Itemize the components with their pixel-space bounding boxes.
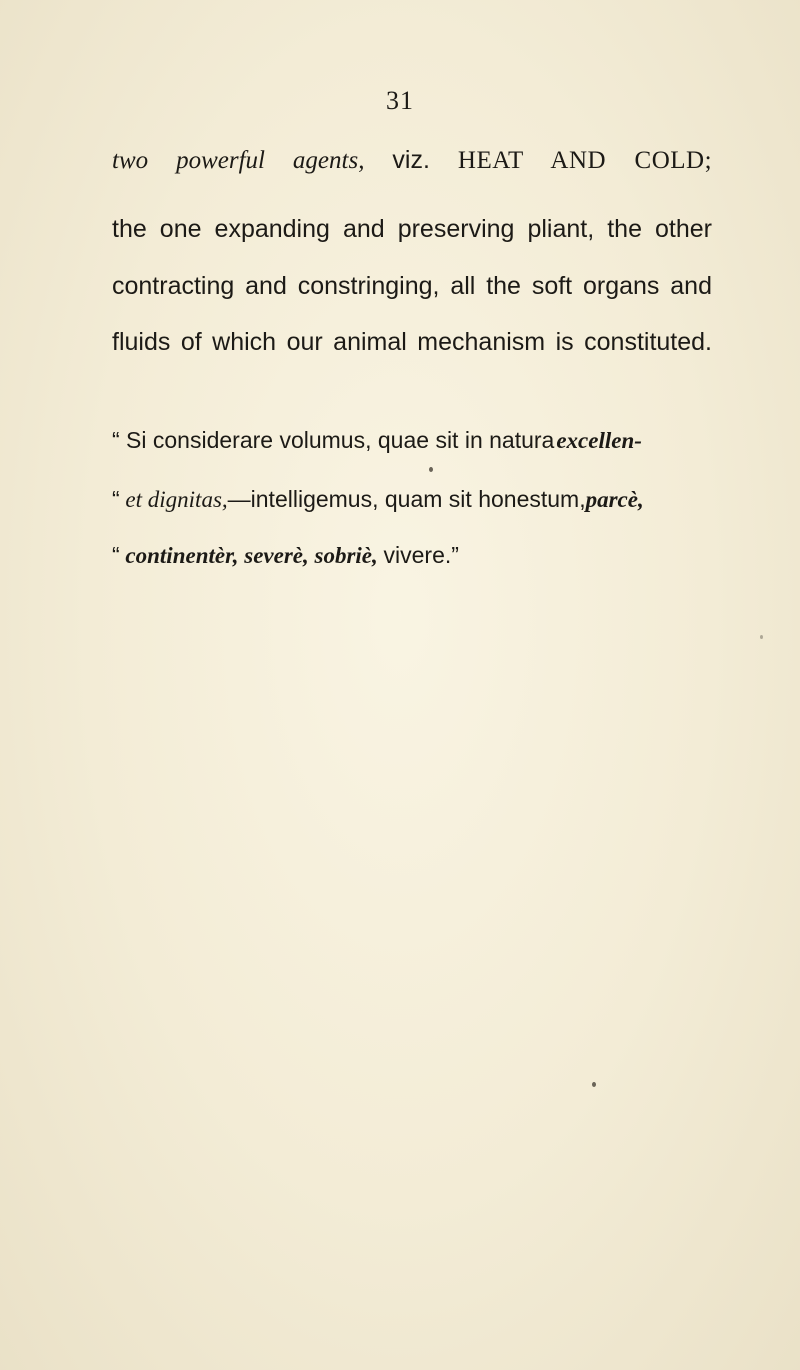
ink-speck bbox=[429, 467, 433, 472]
caps-phrase: HEAT AND COLD; bbox=[457, 147, 713, 174]
paragraph-line-2: the one expanding and preserving pliant, the other bbox=[112, 215, 712, 243]
quote-text: vivere.” bbox=[383, 542, 459, 568]
page-number: 31 bbox=[386, 86, 414, 115]
ink-speck bbox=[592, 1082, 596, 1087]
quote-mark: “ bbox=[112, 486, 120, 512]
quote-text: —intelligemus, quam sit honestum, bbox=[227, 486, 586, 512]
quote-line-2 bbox=[112, 484, 712, 515]
quote-italic-word: excellen- bbox=[556, 428, 642, 453]
quote-italic-phrase: continentèr, severè, sobriè, bbox=[125, 543, 378, 568]
ink-speck bbox=[760, 635, 763, 639]
quote-italic-phrase: et dignitas, bbox=[125, 487, 228, 512]
paragraph-line-4: fluids of which our animal mechanism is constituted. bbox=[112, 328, 712, 356]
quote-line-1 bbox=[112, 425, 712, 456]
paragraph-line-3: contracting and constringing, all the soft organs and bbox=[112, 272, 712, 300]
quote-mark: “ bbox=[112, 542, 120, 568]
quote-text: “ Si considerare volumus, quae sit in natura bbox=[112, 427, 555, 453]
paragraph-line-1 bbox=[112, 145, 712, 176]
plain-word: viz. bbox=[392, 146, 430, 174]
quote-line-3 bbox=[112, 540, 712, 571]
italic-phrase: two powerful agents, bbox=[112, 147, 365, 174]
quote-italic-word: parcè, bbox=[585, 487, 644, 512]
